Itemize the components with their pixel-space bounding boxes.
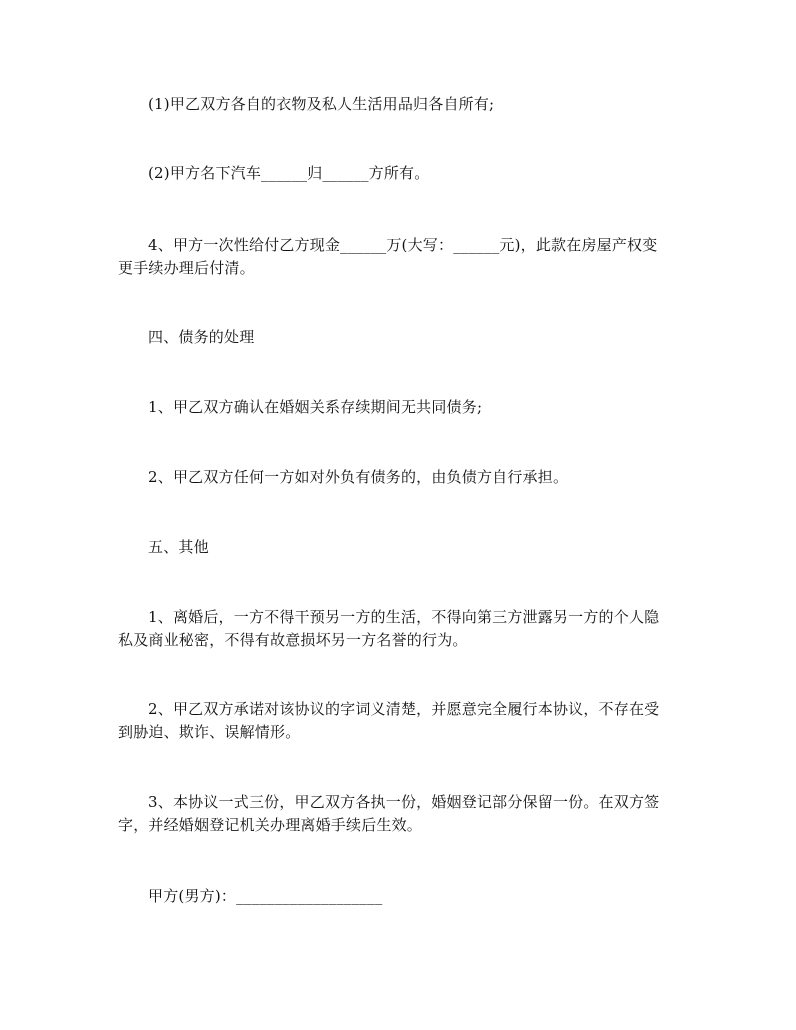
clause-copies-line-2: 字，并经婚姻登记机关办理离婚手续后生效。	[118, 816, 423, 834]
clause-car-ownership: (2)甲方名下汽车______归______方所有。	[148, 164, 430, 182]
clause-understanding-line-2: 到胁迫、欺诈、误解情形。	[118, 723, 301, 741]
clause-cash-payment-line-2: 更手续办理后付清。	[118, 259, 255, 277]
section-heading-debts: 四、债务的处理	[148, 328, 255, 346]
clause-non-interference-line-2: 私及商业秘密，不得有故意损坏另一方名誉的行为。	[118, 631, 468, 649]
signature-party-a: 甲方(男方)：___________________	[148, 887, 383, 905]
section-heading-other: 五、其他	[148, 538, 209, 556]
clause-cash-payment-line-1: 4、甲方一次性给付乙方现金______万(大写：______元)，此款在房屋产权变	[148, 236, 658, 254]
clause-non-interference-line-1: 1、离婚后，一方不得干预另一方的生活，不得向第三方泄露另一方的个人隐	[148, 608, 660, 626]
clause-personal-belongings: (1)甲乙双方各自的衣物及私人生活用品归各自所有;	[148, 95, 495, 113]
clause-no-joint-debt: 1、甲乙双方确认在婚姻关系存续期间无共同债务;	[148, 398, 483, 416]
clause-understanding-line-1: 2、甲乙双方承诺对该协议的字词义清楚，并愿意完全履行本协议，不存在受	[148, 700, 660, 718]
clause-copies-line-1: 3、本协议一式三份，甲乙双方各执一份，婚姻登记部分保留一份。在双方签	[148, 793, 660, 811]
clause-individual-debt: 2、甲乙双方任何一方如对外负有债务的，由负债方自行承担。	[148, 468, 569, 486]
